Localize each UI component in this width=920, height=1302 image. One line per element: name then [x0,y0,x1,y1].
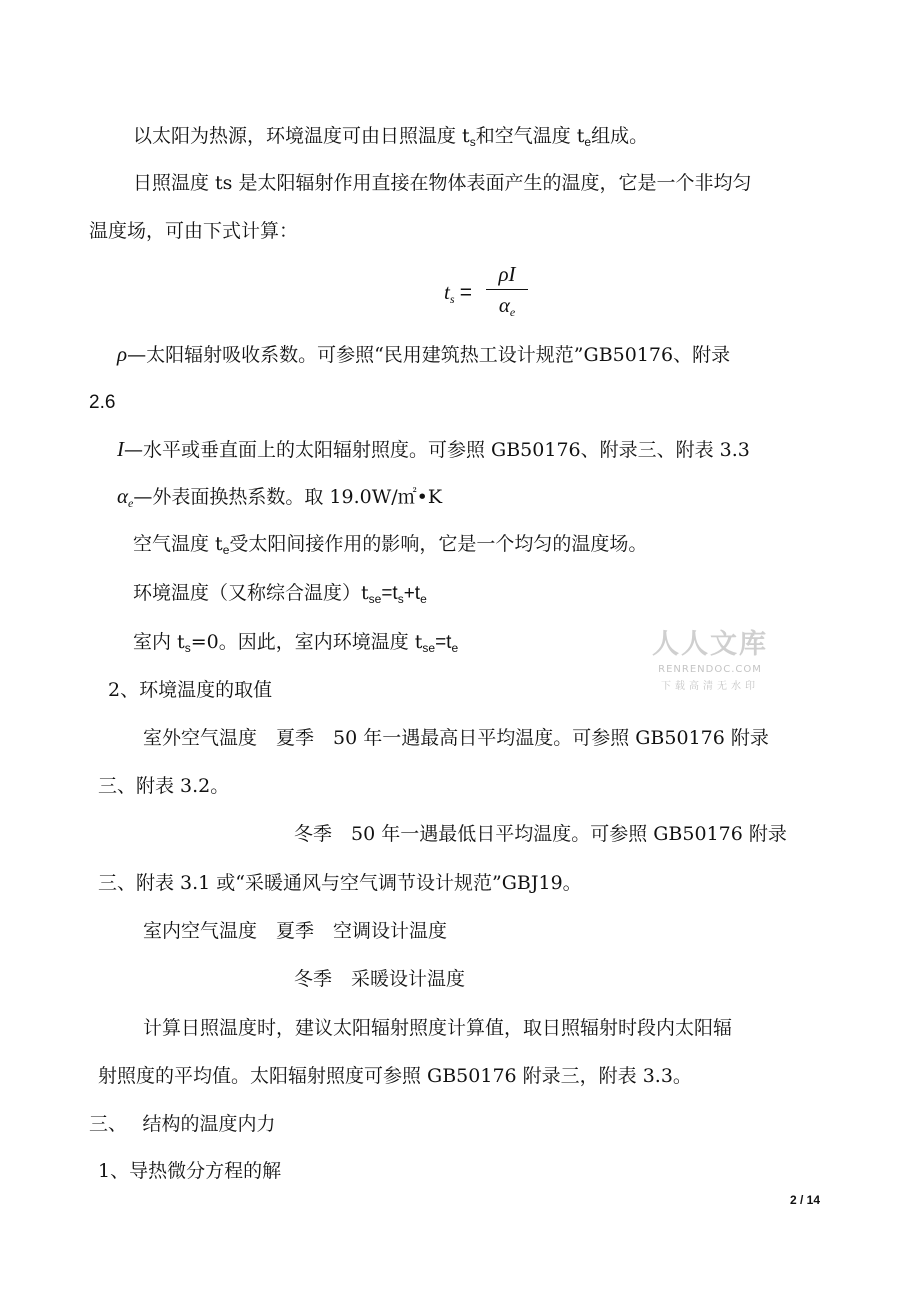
definition-rho-line2: 2.6 [89,392,116,413]
calc-note-line1: 计算日照温度时，建议太阳辐射照度计算值，取日照辐射时段内太阳辐 [143,1017,733,1039]
formula-lhs: $t_s$ = [444,280,473,306]
formula-fraction-bar [486,289,528,290]
section-3-heading: 三、 结构的温度内力 [89,1113,276,1135]
paragraph-sunshine-temp-line1: 日照温度 ts 是太阳辐射作用直接在物体表面产生的温度，它是一个非均匀 [133,172,752,194]
outdoor-summer-line1: 室外空气温度 夏季 50 年一遇最高日平均温度。可参照 GB50176 附录 [143,727,769,749]
paragraph-indoor: 室内 $t_s=0$。因此，室内环境温度 $t_{se}=t_e$ [133,631,459,655]
definition-irradiance: I—水平或垂直面上的太阳辐射照度。可参照 GB50176、附录三、附表 3.3 [117,437,750,461]
indoor-summer: 室内空气温度 夏季 空调设计温度 [143,920,448,942]
section-3-subheading: 1、导热微分方程的解 [98,1160,282,1182]
watermark-logo [645,622,775,692]
formula-numerator: ρI [498,262,516,286]
paragraph-sunshine-temp-line2: 温度场，可由下式计算： [89,220,299,242]
formula-denominator: $\alpha_e$ [498,293,516,319]
definition-alpha: $\alpha_e—$外表面换热系数。取 19.0W/㎡•K [117,484,443,510]
indoor-winter: 冬季 采暖设计温度 [294,968,466,990]
outdoor-summer-line2: 三、附表 3.2。 [98,775,230,797]
watermark-tagline: 下载高清无水印 [661,681,759,692]
page-number: 2 / 14 [790,1193,821,1207]
paragraph-env-temp: 环境温度（又称综合温度）$t_{se}=t_s+t_e$ [133,582,427,606]
paragraph-air-temp: 空气温度 $t_e$受太阳间接作用的影响，它是一个均匀的温度场。 [133,533,648,557]
calc-note-line2: 射照度的平均值。太阳辐射照度可参照 GB50176 附录三，附表 3.3。 [98,1065,692,1087]
section-2-heading: 2、环境温度的取值 [108,679,273,701]
paragraph-heat-source: 以太阳为热源，环境温度可由日照温度 $t_s$和空气温度 $t_e$组成。 [133,125,649,149]
alpha-symbol: α [117,484,129,508]
formula-fraction [486,262,528,318]
outdoor-winter-line1: 冬季 50 年一遇最低日平均温度。可参照 GB50176 附录 [294,823,787,845]
watermark-site: RENRENDOC.COM [658,664,762,675]
definition-rho: ρ—太阳辐射吸收系数。可参照“民用建筑热工设计规范”GB50176、附录 [117,342,731,366]
formula-ts [440,262,530,322]
watermark-title: 人人文库 [652,629,768,660]
outdoor-winter-line2: 三、附表 3.1 或“采暖通风与空气调节设计规范”GBJ19。 [98,872,582,894]
i-symbol: I [117,437,124,461]
rho-symbol: ρ [117,342,128,366]
